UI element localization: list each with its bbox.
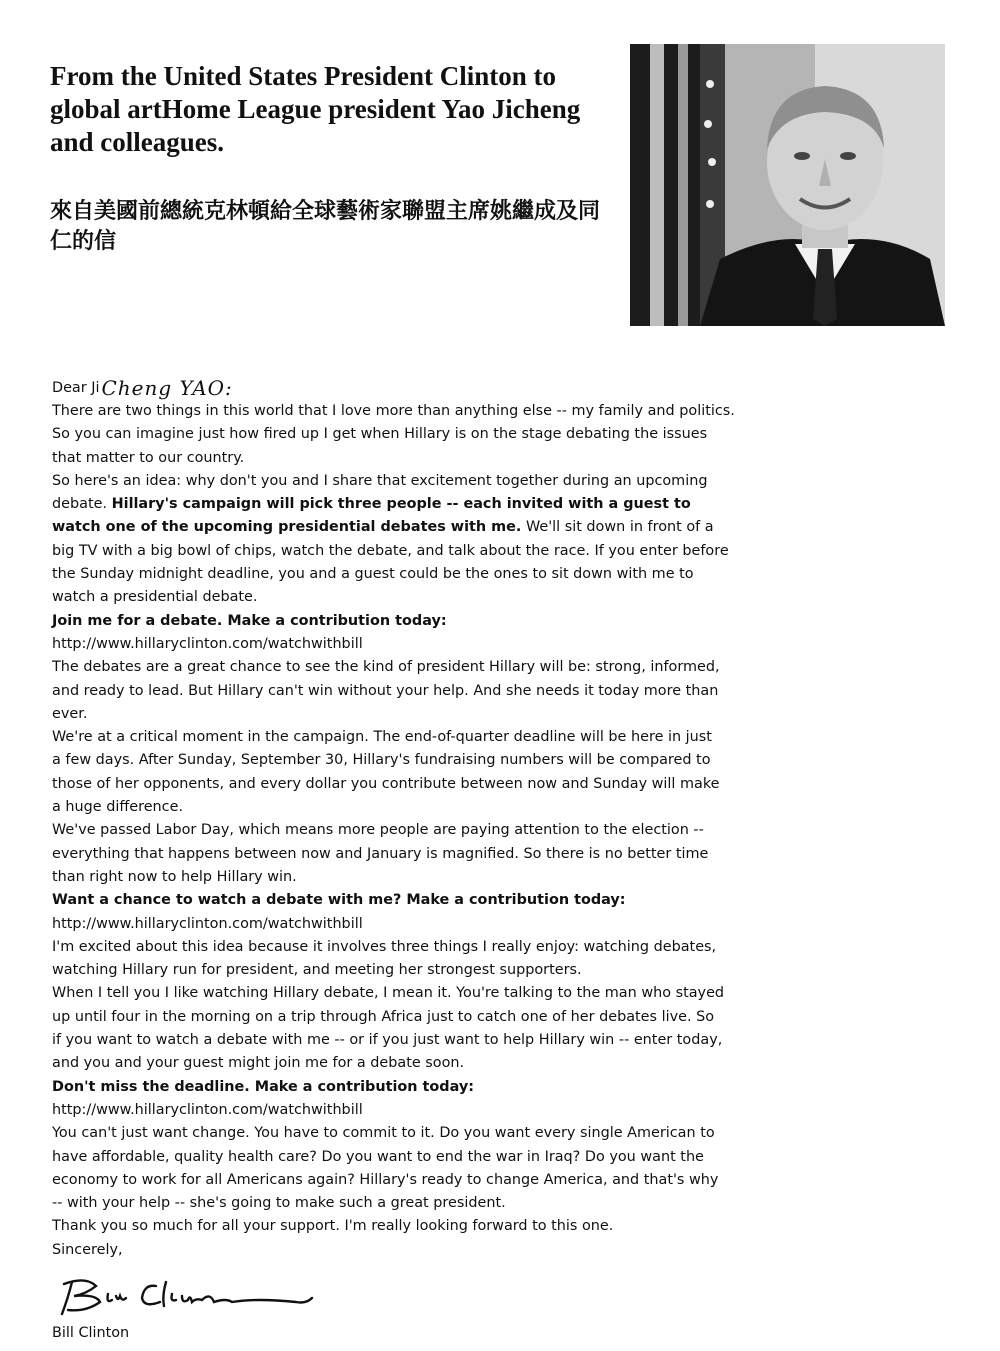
letter-line: everything that happens between now and January is magnified. So there is no better time	[52, 845, 709, 862]
signature-name: Bill Clinton	[52, 1324, 130, 1341]
letter-line: We're at a critical moment in the campaign. The end-of-quarter deadline will be here in just	[52, 729, 712, 746]
portrait-illustration	[630, 44, 945, 326]
closing: Sincerely,	[52, 1241, 123, 1258]
portrait-photo	[630, 44, 945, 326]
letter-paragraphs	[52, 400, 922, 1239]
letter-line: that matter to our country.	[52, 449, 245, 466]
letter-line: There are two things in this world that I love more than anything else -- my family and politics.	[52, 403, 735, 419]
letter-line: Thank you so much for all your support. I'm really looking forward to this one.	[52, 1218, 614, 1235]
contribution-link: http://www.hillaryclinton.com/watchwithbill	[52, 915, 363, 932]
handwritten-signature-icon	[56, 1272, 356, 1318]
letter-line-segment: Hillary's campaign will pick three people -- each invited with a guest to	[111, 496, 691, 513]
letter-line: than right now to help Hillary win.	[52, 868, 297, 885]
call-to-action: Don't miss the deadline. Make a contribution today:	[52, 1078, 475, 1095]
letter-line-segment: We'll sit down in front of a	[521, 519, 714, 536]
letter-line: up until four in the morning on a trip through Africa just to catch one of her debates live. So	[52, 1008, 715, 1025]
letter-line: have affordable, quality health care? Do you want to end the war in Iraq? Do you want the	[52, 1148, 704, 1165]
letter-line: if you want to watch a debate with me -- or if you just want to help Hillary win -- enter today,	[52, 1032, 723, 1049]
letter-line: watch a presidential debate.	[52, 589, 258, 606]
letter-body	[52, 370, 922, 1345]
letter-line: When I tell you I like watching Hillary debate, I mean it. You're talking to the man who stayed	[52, 985, 725, 1002]
contribution-link: http://www.hillaryclinton.com/watchwithbill	[52, 1101, 363, 1118]
letter-line: those of her opponents, and every dollar you contribute between now and Sunday will make	[52, 775, 720, 792]
letter-line: So you can imagine just how fired up I get when Hillary is on the stage debating the issues	[52, 426, 708, 443]
call-to-action: Want a chance to watch a debate with me? Make a contribution today:	[52, 892, 626, 909]
call-to-action: Join me for a debate. Make a contribution today:	[52, 612, 447, 629]
letter-line: and ready to lead. But Hillary can't win without your help. And she needs it today more than	[52, 682, 719, 699]
letter-line: the Sunday midnight deadline, you and a guest could be the ones to sit down with me to	[52, 566, 694, 583]
letter-line: You can't just want change. You have to commit to it. Do you want every single American to	[52, 1125, 715, 1142]
letter-line-segment: watch one of the upcoming presidential debates with me.	[52, 519, 522, 536]
salutation	[52, 370, 922, 400]
letter-line	[52, 493, 922, 516]
letter-title-chinese: 來自美國前總統克林頓給全球藝術家聯盟主席姚繼成及同仁的信	[50, 198, 601, 254]
letter-line: big TV with a big bowl of chips, watch the debate, and talk about the race. If you enter before	[52, 542, 729, 559]
letter-line: The debates are a great chance to see the kind of president Hillary will be: strong, informed,	[52, 659, 720, 676]
letter-line: and you and your guest might join me for a debate soon.	[52, 1055, 465, 1072]
letter-line	[52, 516, 922, 539]
contribution-link: http://www.hillaryclinton.com/watchwithbill	[52, 635, 363, 652]
salutation-printed: Dear Ji	[52, 379, 100, 396]
letter-line: economy to work for all Americans again? Hillary's ready to change America, and that's why	[52, 1171, 719, 1188]
letter-line: I'm excited about this idea because it involves three things I really enjoy: watching debates,	[52, 938, 717, 955]
salutation-handwritten: Cheng YAO:	[101, 375, 233, 400]
letter-line: -- with your help -- she's going to make such a great president.	[52, 1195, 506, 1212]
letter-line: So here's an idea: why don't you and I share that excitement together during an upcoming	[52, 472, 708, 489]
letter-line: a huge difference.	[52, 799, 184, 816]
letter-line: We've passed Labor Day, which means more people are paying attention to the election --	[52, 822, 704, 839]
letter-line: a few days. After Sunday, September 30, Hillary's fundraising numbers will be compared to	[52, 752, 711, 769]
letter-line-segment: debate.	[52, 496, 112, 513]
letter-line: ever.	[52, 705, 88, 722]
letter-title: From the United States President Clinton to global artHome League president Yao Jicheng and colleagues.	[50, 61, 581, 157]
letter-line: watching Hillary run for president, and meeting her strongest supporters.	[52, 962, 582, 979]
